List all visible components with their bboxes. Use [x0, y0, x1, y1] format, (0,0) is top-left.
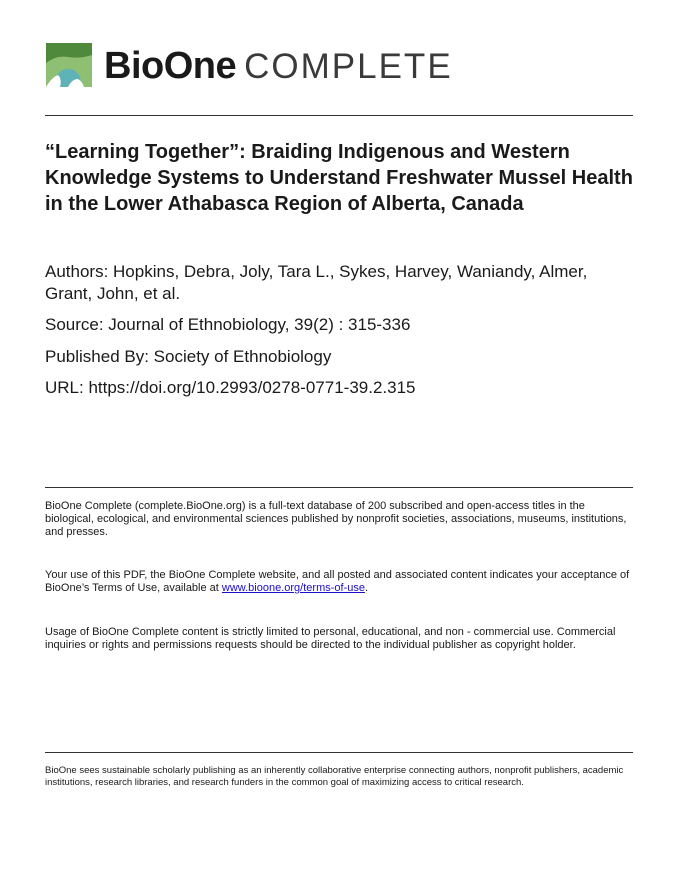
terms-notice — [45, 569, 635, 595]
terms-suffix: . — [364, 582, 369, 594]
bioone-logo[interactable] — [46, 43, 486, 89]
logo-bold-text: BioOne — [104, 45, 237, 87]
article-title: “Learning Together”: Braiding Indigenous and Western Knowledge Systems to Understand Freshwater Mussel Health in the Lower Athabasca Region of Alberta, Canada — [45, 141, 633, 215]
terms-of-use-link[interactable]: www.bioone.org/terms-of-use — [221, 582, 365, 594]
article-publisher: Published By: Society of Ethnobiology — [45, 347, 332, 366]
bioone-logo-mark-icon — [46, 43, 92, 87]
bioone-wordmark — [104, 46, 453, 87]
about-notice: BioOne Complete (complete.BioOne.org) is a full-text database of 200 subscribed and open-access titles in the biological, ecological, and environmental sciences published by nonprofit societies, associations, museums, institutions, and presses. — [45, 500, 627, 538]
mission-statement: BioOne sees sustainable scholarly publishing as an inherently collaborative enterprise connecting authors, nonprofit publishers, academic institutions, research libraries, and research funders in the common goal of maximizing access to critical research. — [45, 765, 624, 788]
article-source: Source: Journal of Ethnobiology, 39(2) : 315-336 — [45, 315, 411, 334]
usage-notice: Usage of BioOne Complete content is strictly limited to personal, educational, and non - commercial use. Commercial inquiries or rights and permissions requests should be directed to the individual publisher as copyright holder. — [45, 626, 616, 651]
logo-light-text: COMPLETE — [244, 47, 453, 86]
article-authors: Authors: Hopkins, Debra, Joly, Tara L., Sykes, Harvey, Waniandy, Almer, Grant, John, et al. — [45, 262, 588, 303]
bottom-divider — [45, 752, 633, 753]
terms-prefix: Your use of this PDF, the BioOne Complete website, and all posted and associated content indicates your acceptance of BioOne’s Terms of Use, available at — [45, 569, 630, 594]
middle-divider — [45, 487, 633, 488]
article-url[interactable]: URL: https://doi.org/10.2993/0278-0771-39.2.315 — [45, 378, 416, 397]
top-divider — [45, 115, 633, 116]
